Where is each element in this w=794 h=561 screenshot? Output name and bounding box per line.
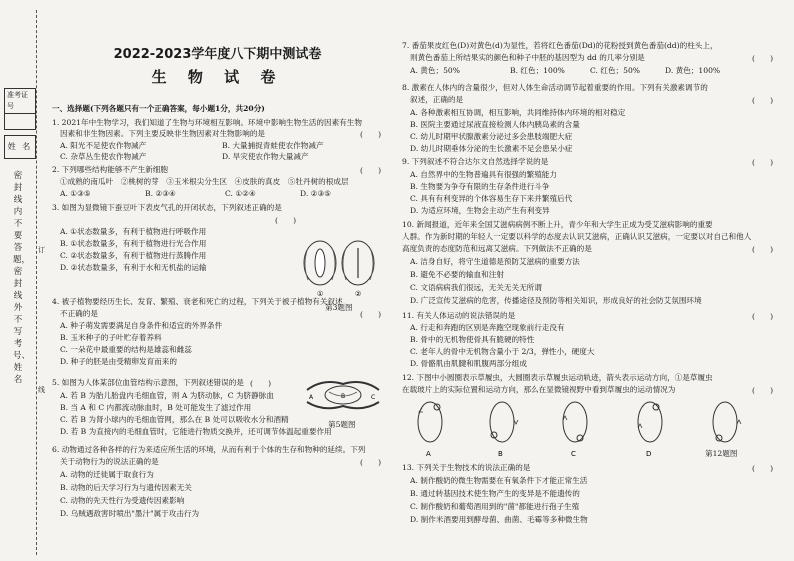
answer-paren: ( ) [752,245,774,254]
q1-option-b: B. 大量捕捉青蛙使农作物减产 [222,141,324,150]
q2-option-d: D. ②③⑤ [300,189,332,198]
q8-stem: 8. 激素在人体内的含量很少，但对人体生命活动调节起着重要的作用。下列有关激素调节的 [402,83,708,92]
q3-option-b: B. ①状态数量多，有利于植物进行光合作用 [60,239,207,248]
q2-option-a: A. ①③⑤ [60,189,91,198]
seal-notice: 密封线内不要答题，密封线外不写考号、姓名 [13,171,31,385]
q6-option-a: A. 动物的迁徙属于取食行为 [60,470,154,479]
answer-paren: ( ) [360,166,382,175]
exam-title: 2022-2023学年度八下期中测试卷 [113,47,322,62]
q13-option-a: A. 制作酸奶的微生物需要在有氧条件下才能正常生活 [410,476,588,485]
answer-paren: ( ) [275,216,297,225]
answer-paren: ( ) [752,312,774,321]
q8-option-a: A. 各种激素相互协调，相互影响，共同维持体内环境的相对稳定 [410,108,626,117]
q1-option-a: A. 阳光不足使农作物减产 [60,141,147,150]
name-box[interactable]: 姓 名 [4,135,36,159]
q4-option-a: A. 种子萌发需要满足自身条件和适宜的外界条件 [60,321,223,330]
q9-option-c: C. 具有有利变异的个体容易生存下来并繁殖后代 [410,194,573,203]
q11-option-c: C. 老年人的骨中无机物含量小于 2/3，弹性小，硬度大 [410,347,595,356]
q10-stem: 10. 新闻报道，近年来全国艾滋病病例不断上升，青少年和大学生正成为受艾滋病影响的重要 [402,220,713,229]
q6-stem: 6. 动物通过各种各样的行为来适应所生活的环境，从而有利于个体的生存和物种的延续。下列 [52,445,366,454]
fig3-caption: 第3题图 [325,303,353,312]
q13-option-d: D. 制作米酒要用到酵母菌、曲菌、毛霉等多种微生物 [410,515,588,524]
answer-paren: ( ) [360,458,382,467]
answer-paren: ( ) [752,386,774,395]
q4-stem: 4. 被子植物要经历生长、发育、繁殖、衰老和死亡的过程，下列关于被子植物有关叙述 [52,297,343,306]
q9-option-b: B. 生物要为争夺有限的生存条件进行斗争 [410,182,550,191]
q11-option-b: B. 骨中的无机物使骨具有脆硬的特性 [410,335,535,344]
q13-stem: 13. 下列关于生物技术的说法正确的是 [402,463,531,472]
q1-option-c: C. 杂草丛生使农作物减产 [60,152,147,161]
cut-mark-2: 线 [38,386,45,394]
blood-vessel-figure [303,372,383,422]
q7-option-b: B. 红色；100% [510,66,565,75]
q10-stem-2: 人群。作为新时期的年轻人一定要以科学的态度去认识艾滋病，正确认识艾滋病，一定要以对自己和他人 [402,232,752,241]
q13-option-b: B. 通过转基因技术使生物产生的变异是不能遗传的 [410,489,580,498]
reference-diagram [713,402,741,442]
fig3-mark-1: ① [317,290,324,298]
answer-paren: ( ) [360,310,382,319]
q12-stem-2: 在载玻片上的实际位置和运动方向，那么在显微镜视野中看到草履虫的运动情况为 [402,385,676,394]
answer-paren: ( ) [752,54,774,63]
q9-stem: 9. 下列叙述不符合达尔文自然选择学说的是 [402,157,549,166]
option-d-label: D [646,450,652,458]
q7-stem-2: 则黄色番茄上所结果实的颜色和种子中胚的基因型为 dd 的几率分别是 [410,53,645,62]
option-c-label: C [571,450,576,458]
q5-option-c: C. 若 B 为肾小球内的毛细血管网，那么在 B 处可以吸收水分和酒精 [60,415,289,424]
option-b-diagram [490,402,518,458]
fig5-mark-a: A [309,394,314,401]
fig5-mark-b: B [341,393,346,400]
q10-option-d: D. 广泛宣传艾滋病的危害，传播途径及预防等相关知识，形成良好的社会防艾氛围环境 [410,296,702,305]
q7-option-c: C. 红色；50% [590,66,641,75]
seal-line [36,10,37,555]
stoma-open [304,241,336,285]
fig5-caption: 第5题图 [328,420,356,429]
q6-option-c: C. 动物的先天性行为受遗传因素影响 [60,496,185,505]
option-c-diagram [563,402,587,458]
q2-option-c: C. ①②④ [225,189,256,198]
answer-paren: ( ) [752,158,774,167]
q10-option-c: C. 文语病病我们很远，无关无关无所谓 [410,283,542,292]
q8-option-b: B. 医院主要通过尿液直接检测人体内胰岛素的含量 [410,120,580,129]
q7-stem: 7. 番茄果皮红色(D)对黄色(d)为显性，若将红色番茄(Dd)的花粉授到黄色番茄(dd)的柱头上， [402,41,718,50]
q7-option-a: A. 黄色；50% [410,66,460,75]
q8-stem-2: 叙述，正确的是 [410,95,464,104]
stoma-closed [342,241,374,285]
section-heading: 一、选择题(下列各题只有一个正确答案，每小题1分，共20分) [52,104,265,113]
q5-option-d: D. 若 B 为直接内的毛细血管时，它能进行物质交换并，还可调节体温起重要作用 [60,427,332,436]
q9-option-d: D. 为适应环境，生物会主动产生有利变异 [410,206,550,215]
q4-stem-2: 不正确的是 [60,309,98,318]
q2-stem: 2. 下列哪些结构能够不产生新细胞 [52,165,168,174]
q11-option-d: D. 骨骼肌由肌腱和肌腹两部分组成 [410,359,527,368]
q10-stem-3: 高度负责的态度防范和远离艾滋病。下列做法不正确的是 [402,244,592,253]
q4-option-b: B. 玉米种子的子叶贮存着养料 [60,333,162,342]
q1-stem-2: 因素和非生物因素。下列主要反映非生物因素对生物影响的是 [60,129,266,138]
q10-option-b: B. 避免不必要的输血和注射 [410,270,504,279]
answer-paren: ( ) [752,464,774,473]
q6-option-b: B. 动物的后天学习行为与遗传因素无关 [60,483,192,492]
q12-stem: 12. 下图中小圆圈表示草履虫，大圆圈表示草履虫运动轨迹，箭头表示运动方向，①是草履虫 [402,373,713,382]
q8-option-d: D. 幼儿时期垂体分泌的生长激素不足会患呆小症 [410,144,573,153]
exam-id-box[interactable] [4,88,36,130]
q9-option-a: A. 自然界中的生物普遍具有很强的繁殖能力 [410,170,557,179]
option-a-diagram [418,402,442,458]
option-a-label: A [426,450,431,458]
answer-paren: ( ) [250,379,272,388]
option-b-label: B [498,450,503,458]
fig12-caption: 第12题图 [705,449,738,458]
q5-option-a: A. 若 B 为胎儿胎盘内毛细血管，则 A 为脐动脉，C 为脐静脉血 [60,391,274,400]
q11-stem: 11. 有关人体运动的说法错误的是 [402,311,516,320]
cut-mark-1: 订 [38,246,45,254]
q3-stem: 3. 如图为显微镜下蚕豆叶下表皮气孔的开闭状态，下列叙述正确的是 [52,203,282,212]
q4-option-d: D. 种子的胚是由受精卵发育而来的 [60,357,177,366]
answer-paren: ( ) [360,130,382,139]
q2-items: ①成熟的南瓜叶 ②桃树的芽 ③玉米根尖分生区 ④皮肤的真皮 ⑤牡丹树的根成层 [60,177,349,186]
q4-option-c: C. 一朵花中最重要的结构是雄蕊和雌蕊 [60,345,192,354]
id-label: 准考证号 [5,89,35,114]
q13-option-c: C. 制作酸奶和葡萄酒用到的"菌"都能进行孢子生殖 [410,502,580,511]
q2-option-b: B. ②③④ [145,189,176,198]
q7-option-d: D. 黄色；100% [665,66,721,75]
q3-option-a: A. ①状态数量多，有利于植物进行呼吸作用 [60,227,207,236]
q6-option-d: D. 乌贼遇敌害时喷出"墨汁"属于攻击行为 [60,509,200,518]
q5-option-b: B. 当 A 和 C 内都流动脉血时，B 处可能发生了滤过作用 [60,403,252,412]
answer-paren: ( ) [752,96,774,105]
q10-option-a: A. 洁身自好，将守生道德是预防艾滋病的重要方法 [410,257,580,266]
option-d-diagram [638,402,662,458]
q1-stem: 1. 2021年中生物学习，我们知道了生物与环境相互影响。环境中影响生物生活的因素有生物 [52,118,362,127]
q5-stem: 5. 如图为人体某部位血管结构示意图，下列叙述错误的是 [52,378,244,387]
subject-title: 生 物 试 卷 [151,68,284,86]
fig3-mark-2: ② [355,290,362,298]
q6-stem-2: 关于动物行为的说法正确的是 [60,457,159,466]
q11-option-a: A. 行走和奔跑的区别是奔跑空现象前行走没有 [410,323,565,332]
fig5-mark-c: C [371,394,376,401]
q3-option-c: C. ②状态数量多，有利于植物进行蒸腾作用 [60,251,207,260]
q3-option-d: D. ②状态数量多，有利于水和无机盐的运输 [60,263,207,272]
binding-margin [0,0,44,561]
q8-option-c: C. 幼儿时期甲状腺激素分泌过多会患肢端肥大症 [410,132,573,141]
q1-option-d: D. 旱灾使农作物大量减产 [222,152,309,161]
